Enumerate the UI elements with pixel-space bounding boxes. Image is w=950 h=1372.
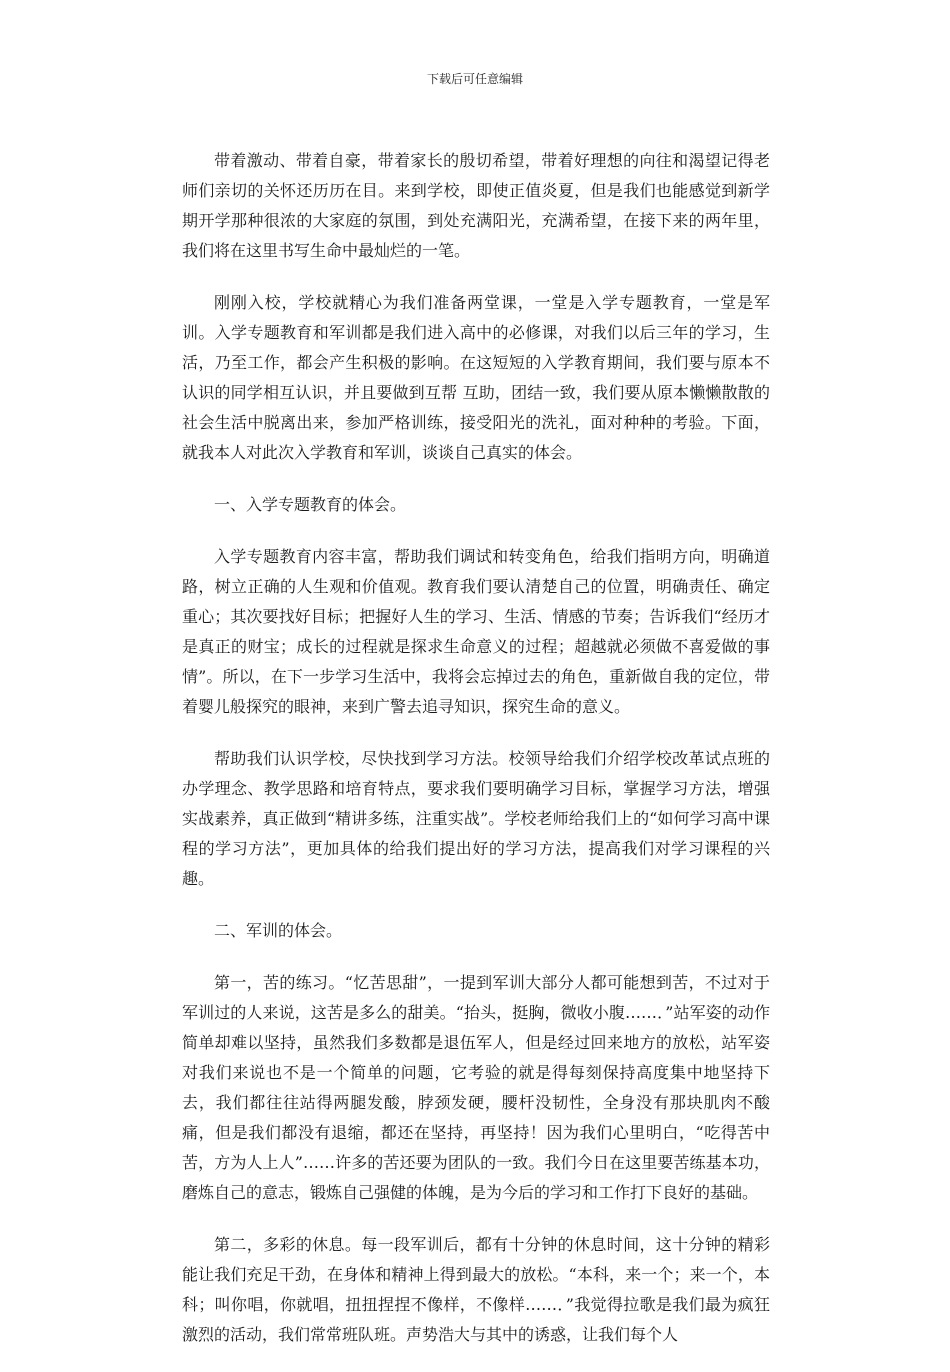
document-body: [182, 146, 770, 1372]
paragraph-intro: 带着激动、带着自豪，带着家长的殷切希望，带着好理想的向往和渴望记得老师们亲切的关怀还历历在目。来到学校，即使正值炎夏，但是我们也能感觉到新学期开学那种很浓的大家庭的氛围，到处充满阳光，充满希望，在接下来的两年里，我们将在这里书写生命中最灿烂的一笔。: [182, 151, 770, 260]
paragraph-hard-training: 第一，苦的练习。“忆苦思甜”，一提到军训大部分人都可能想到苦，不过对于军训过的人来说，这苦是多么的甜美。“抬头，挺胸，微收小腹……．”站军姿的动作简单却难以坚持，虽然我们多数都是退伍军人，但是经过回来地方的放松，站军姿对我们来说也不是一个简单的问题，它考验的就是得每刻保持高度集中地坚持下去，我们都往往站得两腿发酸，脖颈发硬，腰杆没韧性，全身没有那块肌肉不酸痛，但是我们都没有退缩，都还在坚持，再坚持！因为我们心里明白，“吃得苦中苦，方为人上人”……许多的苦还要为团队的一致。我们今日在这里要苦练基本功，磨炼自己的意志，锻炼自己强健的体魄，是为今后的学习和工作打下良好的基础。: [182, 973, 770, 1202]
paragraph-education-content: 入学专题教育内容丰富，帮助我们调试和转变角色，给我们指明方向，明确道路，树立正确的人生观和价值观。教育我们要认清楚自己的位置，明确责任、确定重心；其次要找好目标；把握好人生的学习、生活、情感的节奏；告诉我们“经历才是真正的财宝；成长的过程就是探求生命意义的过程；超越就必须做不喜爱做的事情”。所以，在下一步学习生活中，我将会忘掉过去的角色，重新做自我的定位，带着婴儿般探究的眼神，来到广警去追寻知识，探究生命的意义。: [182, 547, 770, 716]
page-header-note: 下载后可任意编辑: [426, 72, 523, 86]
paragraph-rest-time: 第二，多彩的休息。每一段军训后，都有十分钟的休息时间，这十分钟的精彩能让我们充足干劲，在身体和精神上得到最大的放松。“本科，来一个；来一个，本科；叫你唱，你就唱，扭扭捏捏不像样，不像样……．”我觉得拉歌是我们最为疯狂激烈的活动，我们常常班队班。声势浩大与其中的诱惑，让我们每个人: [182, 1235, 770, 1344]
paragraph-school-methods: 帮助我们认识学校，尽快找到学习方法。校领导给我们介绍学校改革试点班的办学理念、教学思路和培育特点，要求我们要明确学习目标，掌握学习方法，增强实战素养，真正做到“精讲多练，注重实战”。学校老师给我们上的“如何学习高中课程的学习方法”，更加具体的给我们提出好的学习方法，提高我们对学习课程的兴趣。: [182, 749, 770, 888]
paragraph-enrollment: 刚刚入校，学校就精心为我们准备两堂课，一堂是入学专题教育，一堂是军训。入学专题教育和军训都是我们进入高中的必修课，对我们以后三年的学习，生活，乃至工作，都会产生积极的影响。在这短短的入学教育期间，我们要与原本不认识的同学相互认识，并且要做到互帮 互助，团结一致，我们要从原本懒懒散散的社会生活中脱离出来，参加严格训练，接受阳光的洗礼，面对种种的考验。下面，就我本人对此次入学教育和军训，谈谈自己真实的体会。: [182, 293, 770, 462]
section-heading-military: 二、军训的体会。: [214, 921, 343, 940]
section-heading-education: 一、入学专题教育的体会。: [214, 495, 407, 514]
